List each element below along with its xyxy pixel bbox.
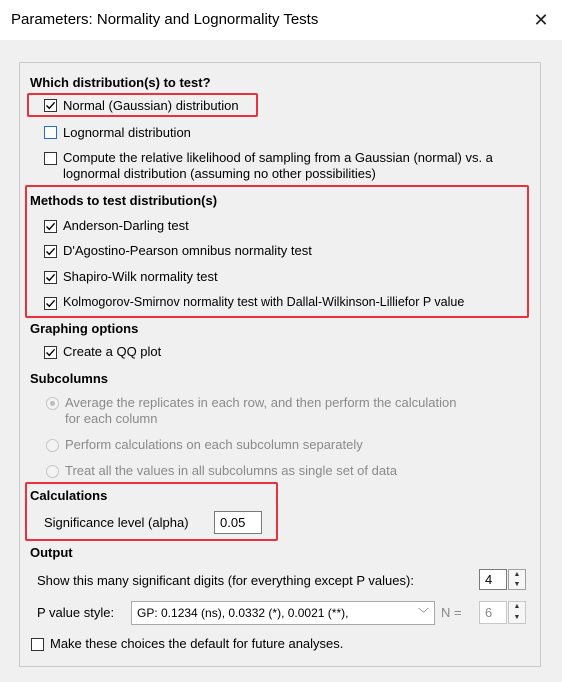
default-checkbox[interactable] [31, 638, 44, 651]
radio-dot [50, 401, 55, 406]
spin-up-icon[interactable]: ▲ [513, 603, 521, 610]
pstyle-label: P value style: [37, 605, 115, 620]
compare-checkbox[interactable] [44, 152, 57, 165]
shapiro-label[interactable]: Shapiro-Wilk normality test [63, 269, 218, 284]
alpha-label: Significance level (alpha) [44, 515, 189, 530]
compare-label-line1[interactable]: Compute the relative likelihood of sampling from a Gaussian (normal) vs. a [63, 150, 493, 165]
output-heading: Output [30, 545, 73, 560]
average-label-line1[interactable]: Average the replicates in each row, and then perform the calculation [65, 395, 457, 410]
kolmogorov-label[interactable]: Kolmogorov-Smirnov normality test with Dallal-Wilkinson-Lilliefor P value [63, 295, 465, 309]
lognormal-checkbox[interactable] [44, 126, 57, 139]
average-radio[interactable] [46, 397, 59, 410]
lognormal-label[interactable]: Lognormal distribution [63, 125, 191, 140]
spin-down-icon[interactable]: ▼ [513, 580, 521, 588]
shapiro-checkbox[interactable] [44, 271, 57, 284]
anderson-label[interactable]: Anderson-Darling test [63, 218, 189, 233]
chevron-down-icon: ﹀ [418, 608, 429, 620]
digits-spinner[interactable] [508, 569, 526, 590]
normal-label[interactable]: Normal (Gaussian) distribution [63, 98, 239, 113]
all-subcolumns-label[interactable]: Treat all the values in all subcolumns as single set of data [65, 463, 397, 478]
n-input[interactable]: 6 [479, 601, 507, 624]
each-subcolumn-radio[interactable] [46, 439, 59, 452]
check-icon [45, 100, 56, 111]
compare-label-line2[interactable]: lognormal distribution (assuming no other possibilities) [63, 166, 376, 181]
subcolumns-heading: Subcolumns [30, 371, 109, 386]
average-label-line2[interactable]: for each column [65, 411, 158, 426]
qq-plot-checkbox[interactable] [44, 346, 57, 359]
window-title: Parameters: Normality and Lognormality Tests [11, 11, 319, 28]
default-label[interactable]: Make these choices the default for future analyses. [50, 636, 344, 651]
spin-up-icon[interactable]: ▲ [513, 571, 521, 578]
normal-checkbox[interactable] [44, 99, 57, 112]
graphing-heading: Graphing options [30, 321, 139, 336]
anderson-checkbox[interactable] [44, 220, 57, 233]
close-icon[interactable]: ✕ [533, 10, 549, 30]
n-label: N = [441, 605, 462, 620]
spin-down-icon[interactable]: ▼ [513, 613, 521, 621]
check-icon [45, 221, 56, 232]
each-subcolumn-label[interactable]: Perform calculations on each subcolumn separately [65, 437, 363, 452]
calculations-heading: Calculations [30, 488, 108, 503]
all-subcolumns-radio[interactable] [46, 465, 59, 478]
dagostino-checkbox[interactable] [44, 245, 57, 258]
distribution-heading: Which distribution(s) to test? [30, 75, 211, 90]
check-icon [45, 246, 56, 257]
n-spinner[interactable] [508, 601, 526, 624]
kolmogorov-checkbox[interactable] [44, 297, 57, 310]
dagostino-label[interactable]: D'Agostino-Pearson omnibus normality test [63, 243, 312, 258]
check-icon [45, 347, 56, 358]
title-bar [0, 0, 562, 40]
check-icon [45, 272, 56, 283]
alpha-input[interactable]: 0.05 [214, 511, 262, 534]
pstyle-value: GP: 0.1234 (ns), 0.0332 (*), 0.0021 (**), [137, 606, 349, 620]
digits-input[interactable]: 4 [479, 569, 507, 590]
check-icon [45, 298, 56, 309]
digits-label: Show this many significant digits (for everything except P values): [37, 573, 414, 588]
pstyle-select[interactable] [131, 601, 435, 625]
methods-heading: Methods to test distribution(s) [30, 193, 218, 208]
qq-plot-label[interactable]: Create a QQ plot [63, 344, 162, 359]
